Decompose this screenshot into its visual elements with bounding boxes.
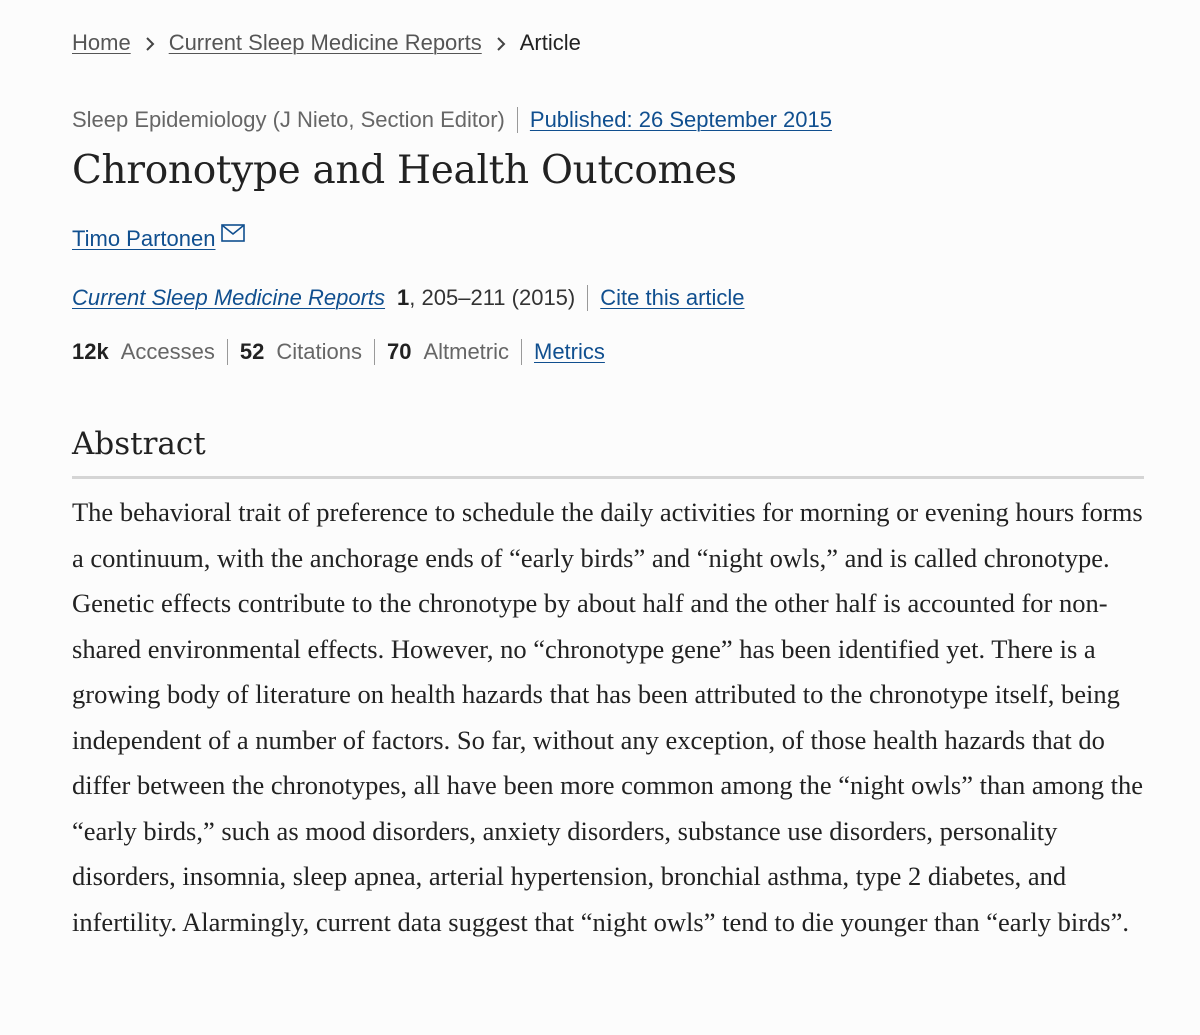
breadcrumb-current: Article <box>519 30 581 55</box>
metrics-link[interactable]: Metrics <box>534 339 605 364</box>
altmetric-label: Altmetric <box>423 339 509 364</box>
divider <box>521 339 522 365</box>
breadcrumb <box>72 28 581 58</box>
divider <box>587 285 588 311</box>
abstract-text: The behavioral trait of preference to schedule the daily activities for morning or evening hours forms a continuum, with the anchorage ends of “early birds” and “night owls,” and is called chronotype. Genetic effects contribute to the chronotype by about half and the other half is accounted for non-shared environmental effects. However, no “chronotype gene” has been identified yet. There is a growing body of literature on health hazards that has been attributed to the chronotype itself, being independent of a number of factors. So far, without any exception, of those health hazards that do differ between the chronotypes, all have been more common among the “night owls” than among the “early birds,” such as mood disorders, anxiety disorders, substance use disorders, personality disorders, insomnia, sleep apnea, arterial hypertension, bronchial asthma, type 2 diabetes, and infertility. Alarmingly, current data suggest that “night owls” tend to die younger than “early birds”. <box>72 497 1143 937</box>
abstract-heading: Abstract <box>72 422 1144 479</box>
journal-link[interactable]: Current Sleep Medicine Reports <box>72 285 386 310</box>
divider <box>374 339 375 365</box>
accesses-label: Accesses <box>120 339 215 364</box>
volume-number: 1 <box>397 285 410 310</box>
accesses-count: 12k <box>72 339 109 364</box>
altmetric-count: 70 <box>386 339 412 364</box>
divider <box>227 339 228 365</box>
divider <box>517 107 518 133</box>
citations-label: Citations <box>276 339 362 364</box>
envelope-icon[interactable] <box>221 220 245 250</box>
author-link[interactable]: Timo Partonen <box>72 226 216 251</box>
author-line <box>72 224 245 254</box>
pages-year: , 205–211 (2015) <box>409 285 576 310</box>
chevron-right-icon <box>482 28 520 58</box>
cite-article-link[interactable]: Cite this article <box>600 285 745 310</box>
section-label: Sleep Epidemiology (J Nieto, Section Editor) <box>72 107 505 132</box>
chevron-right-icon <box>131 28 169 58</box>
citation-line <box>72 283 745 313</box>
article-meta <box>72 105 832 135</box>
published-date-link[interactable]: Published: 26 September 2015 <box>529 107 832 132</box>
page-title: Chronotype and Health Outcomes <box>72 148 737 193</box>
article-metrics <box>72 337 605 367</box>
breadcrumb-home-link[interactable]: Home <box>72 30 131 55</box>
breadcrumb-journal-link[interactable]: Current Sleep Medicine Reports <box>168 30 482 55</box>
citations-count: 52 <box>239 339 265 364</box>
